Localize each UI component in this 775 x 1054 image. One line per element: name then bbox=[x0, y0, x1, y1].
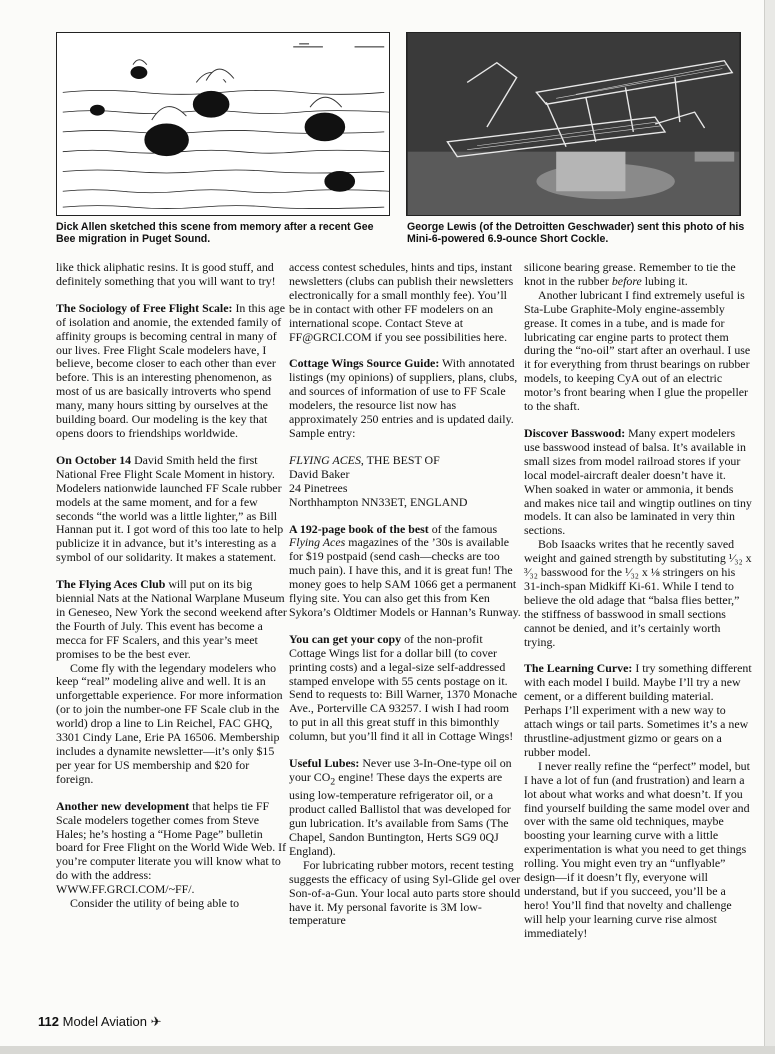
paragraph: I never really refine the “perfect” model, but I have a lot of fun (and frustration) and learn a lot about what works and what doesn’t. If you find yourself building the same model over and over with the same old techniques, maybe boosting your learning curve with a little experimentation is what you need to get things rolling. You might even try an “unflyable” design—if it doesn’t fly, everyone will understand, but if you succeed, you’ll be a hero! You’ll find that novelty and challenge will help your learning curve rise almost immediately! bbox=[524, 758, 750, 940]
paragraph: Another new development that helps tie FF Scale modelers together comes from Steve Hales; he’s hosting a “Home Page” bulletin board for Free Flight on the World Wide Web. If you’re computer literate you will know what to do with the address: WWW.FF.GRCI.COM/~FF/. bbox=[56, 798, 287, 897]
page-number: 112 bbox=[38, 1014, 59, 1029]
text-column-3 bbox=[524, 261, 752, 941]
paragraph: Cottage Wings Source Guide: With annotated listings (my opinions) of suppliers, plans, clubs, and sources of information of use to FF Scale modelers, the resource list now has approximately 250 entries and is updated daily. Sample entry: bbox=[289, 356, 518, 440]
entry-line: Northhampton NN33ET, ENGLAND bbox=[289, 494, 468, 509]
sample-entry: FLYING ACES, THE BEST OF David Baker 24 Pinetrees Northhampton NN33ET, ENGLAND bbox=[289, 454, 521, 510]
section-heading: Another new development bbox=[56, 798, 190, 813]
paragraph: Discover Basswood: Many expert modelers use basswood instead of balsa. It’s available in small sizes from model railroad stores if your local model-aircraft dealer doesn’t have it. When soaked in water or ammonia, it bends and makes nice tail and wingtip outlines on tiny models. It can also be laminated in very thin sections. bbox=[524, 425, 752, 538]
entry-title: FLYING ACES bbox=[289, 452, 361, 467]
section-heading: You can get your copy bbox=[289, 631, 402, 646]
page-edge-bottom bbox=[0, 1046, 775, 1054]
section-heading: The Flying Aces Club bbox=[56, 577, 166, 592]
paragraph: The Learning Curve: I try something different with each model I build. Maybe I’ll try a new cement, or a different building material. Perhaps I’ll experiment with a new way to attach wings or tail parts. Sometimes it’s a new thrustline-adjustment gizmo or gears on a rubber model. bbox=[524, 661, 752, 759]
gee-bee-migration-sketch bbox=[57, 33, 389, 215]
entry-line: David Baker bbox=[289, 466, 350, 481]
section-heading: The Sociology of Free Flight Scale: bbox=[56, 300, 233, 315]
left-figure-caption: Dick Allen sketched this scene from memory after a recent Gee Bee migration in Puget Sound. bbox=[56, 221, 374, 245]
paragraph: A 192-page book of the best of the famous Flying Aces magazines of the ’30s is available for $19 postpaid (send cash—checks are too much pain). I have this, and it is great fun! The money goes to help SAM 1066 get a permanent flying site. You can also get this from Ken Sykora’s Oldtimer Models or Hannan’s Runway. bbox=[289, 521, 521, 619]
short-cockle-photo bbox=[407, 33, 740, 215]
page-footer bbox=[38, 1014, 161, 1030]
paragraph: Another lubricant I find extremely useful is Sta-Lube Graphite-Moly engine-assembly grease. It comes in a tube, and is made for lubricating car engine parts to protect them during the “no-oil” start after an overhaul. I use it for everything from thrust bearings on rubber models, to keeping CyA out of an electric motor’s front bearing when I glue the propeller to the shaft. bbox=[524, 287, 751, 414]
text-column-1 bbox=[56, 261, 288, 911]
section-heading: The Learning Curve: bbox=[524, 661, 633, 676]
section-heading: Discover Basswood: bbox=[524, 425, 626, 440]
model-plane-photo bbox=[406, 32, 741, 216]
paragraph: For lubricating rubber motors, recent testing suggests the efficacy of using Syl-Glide gel over Son-of-a-Gun. Your local auto parts store should have it. My personal favorite is 3M low-temperature bbox=[289, 857, 521, 928]
section-heading: A 192-page book of the best bbox=[289, 521, 429, 536]
paragraph: You can get your copy of the non-profit Cottage Wings list for a dollar bill (to cover printing costs) and a legal-size self-addressed stamped envelope with 55 cents postage on it. Send to requests to: Bill Warner, 1370 Monache Ave., Porterville CA 93257. I wish I had room to put in all this great stuff in this bimonthly column, but you’ll find it all in Cottage Wings! bbox=[289, 631, 518, 744]
page-edge-right bbox=[764, 0, 775, 1054]
paragraph: The Sociology of Free Flight Scale: In this age of isolation and anomie, the extended family of affinity groups is becoming central in many of our lives. Free Flight Scale modelers have, I believe, become closer to each other than ever before. This is an interesting phenomenon, as most of us are basically introverts who spend many, many hours sitting by ourselves at the building board. Our modeling is the key that opens doors to friendships worldwide. bbox=[56, 300, 285, 440]
paragraph: Come fly with the legendary modelers who keep “real” modeling alive and well. It is an unforgettable experience. For more information (or to join the number-one FF Scale club in the world) drop a line to Lin Reichel, FAC GHQ, 3301 Cindy Lane, Erie PA 16506. Membership includes a dynamite newsletter—it’s only $15 per year for US membership and $20 for foreign. bbox=[56, 660, 283, 786]
right-figure-caption: George Lewis (of the Detroitten Geschwader) sent this photo of his Mini-6-powered 6.9-ounce Short Cockle. bbox=[407, 221, 745, 245]
paragraph: On October 14 David Smith held the first National Free Flight Scale Moment in history. Modelers nationwide launched FF Scale rubber models at the same moment, and for a few seconds “the world was a little lighter,” as Bill Hannan put it. I got word of this too late to help publicize it in advance, but it’s interesting as a symbol of our solidarity. It makes a statement. bbox=[56, 452, 284, 565]
entry-line: 24 Pinetrees bbox=[289, 480, 348, 495]
paragraph: access contest schedules, hints and tips, instant newsletters (clubs can publish their newsletters electronically for a small monthly fee). You’ll be in contact with other FF modelers on an international scope. Contact Steve at FF@GRCI.COM if you see possibilities here. bbox=[289, 260, 514, 344]
paragraph: Bob Isaacks writes that he recently saved weight and gained strength by substituting ¹⁄₃₂ x ³⁄₃₂ basswood for the ¹⁄₃₂ x ⅛ stringers on his 31-inch-span Midkiff Ki-61. While I tend to believe the old adage that “balsa flies better,” the stiffness of basswood in small sections cannot be denied, and it’s certainly worth trying. bbox=[524, 537, 752, 649]
paragraph: Useful Lubes: Never use 3-In-One-type oil on your $CO_2$ engine! These days the experts are using low-temperature refrigerator oil, or a product called Ballistol that was developed for gun lubrication. It’s available from Sams (The Chapel, Sandon Buntington, Herts SG9 0QJ England). bbox=[289, 756, 512, 858]
section-heading: Cottage Wings Source Guide: bbox=[289, 356, 440, 371]
cartoon-sketch-figure bbox=[56, 32, 390, 216]
airplane-icon: ✈ bbox=[150, 1014, 162, 1029]
text-column-2 bbox=[289, 261, 521, 928]
paragraph: like thick aliphatic resins. It is good stuff, and definitely something that you will want to try! bbox=[56, 260, 276, 288]
section-heading: On October 14 bbox=[56, 452, 132, 467]
paragraph: silicone bearing grease. Remember to tie the knot in the rubber before lubing it. bbox=[524, 260, 736, 288]
paragraph: The Flying Aces Club will put on its big biennial Nats at the National Warplane Museum in Geneseo, New York the second weekend after the Fourth of July. This event has become a mecca for FF Scalers, and this year’s meet promises to be the best ever. bbox=[56, 577, 287, 661]
paragraph: Consider the utility of being able to bbox=[70, 896, 240, 911]
section-heading: Useful Lubes: bbox=[289, 756, 360, 771]
magazine-name: Model Aviation bbox=[62, 1014, 147, 1029]
